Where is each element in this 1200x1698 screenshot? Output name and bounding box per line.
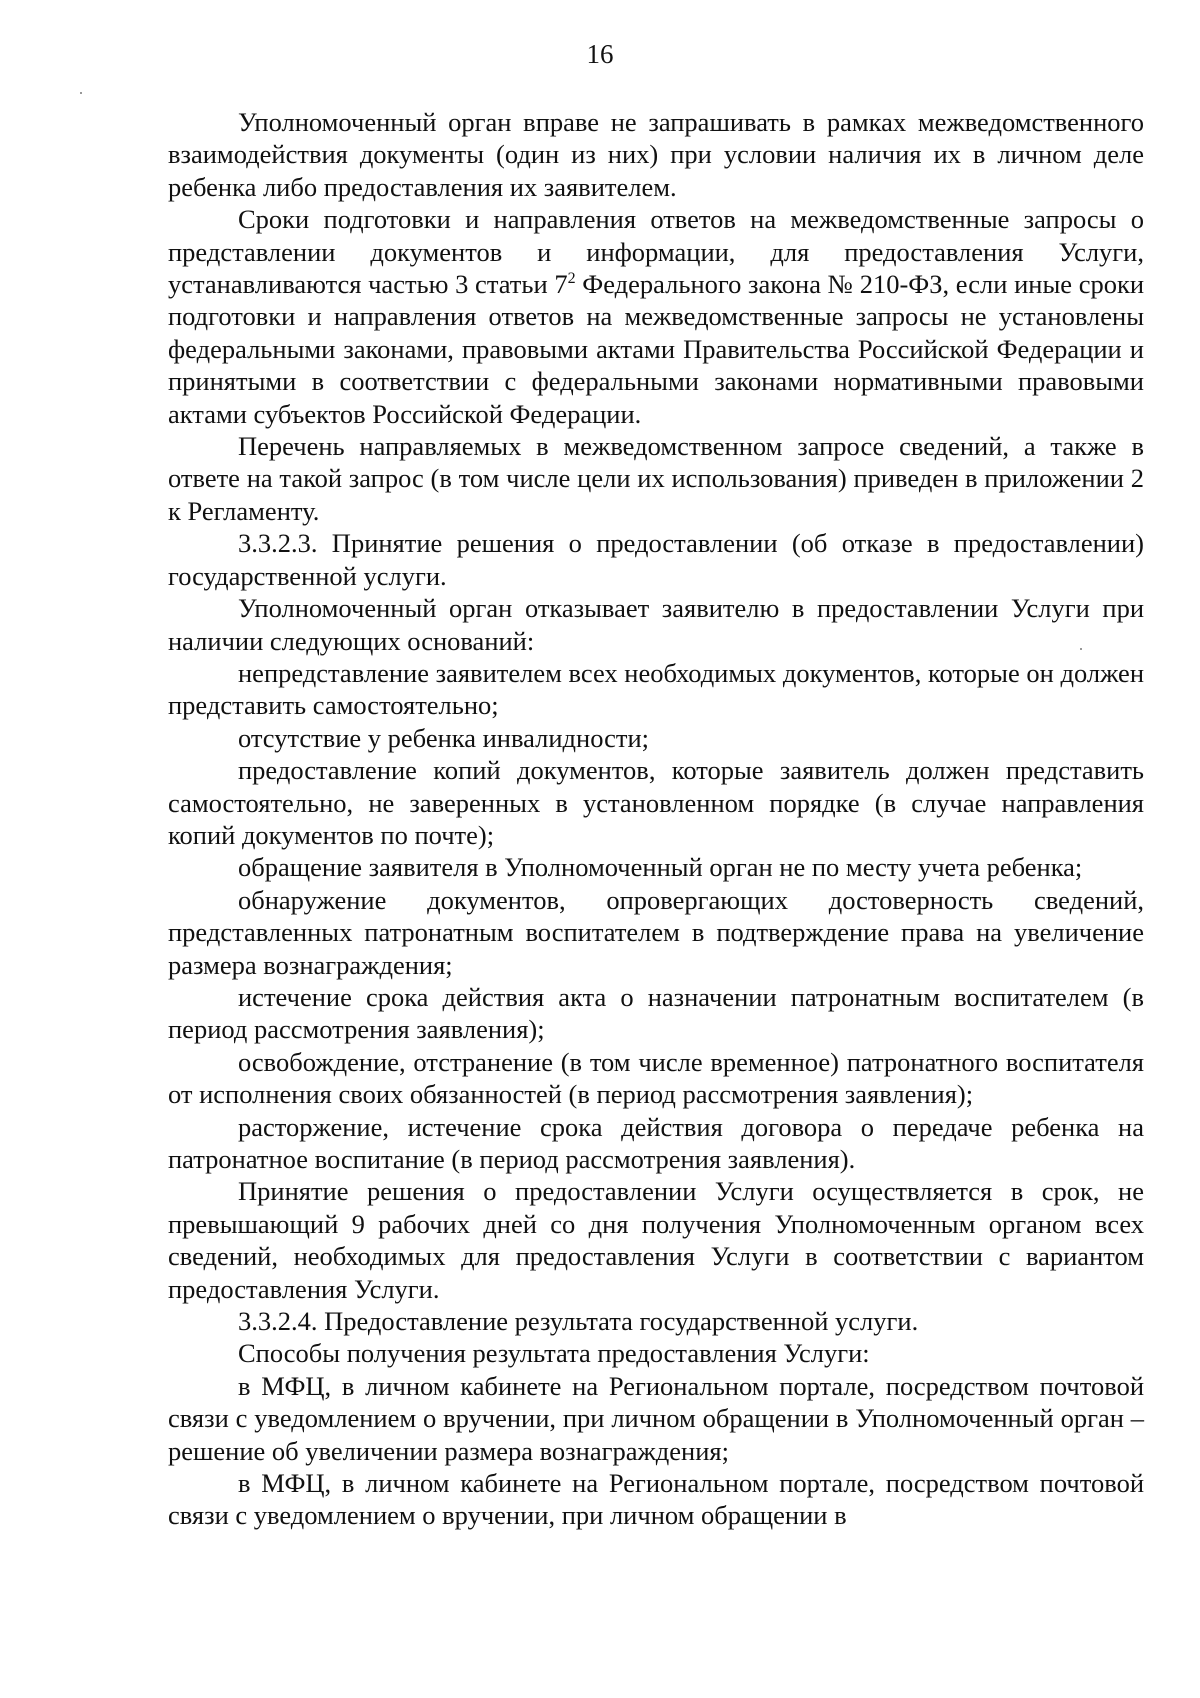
list-item	[168, 1111, 1144, 1176]
paragraph	[168, 203, 1144, 430]
paragraph-text: Сроки подготовки и направления ответов на межведомственные запросы о представлении документов и информации, для предоставления Услуги, устанавливаются частью 3 статьи 7	[168, 204, 1144, 300]
paragraph-text: освобождение, отстранение (в том числе временное) патронатного воспитателя от исполнения своих обязанностей (в период рассмотрения заявления);	[168, 1046, 1144, 1110]
paragraph-text: обращение заявителя в Уполномоченный орган не по месту учета ребенка;	[238, 852, 1083, 883]
paragraph-text: истечение срока действия акта о назначении патронатным воспитателем (в период рассмотрения заявления);	[168, 981, 1144, 1045]
paragraph	[168, 1337, 1144, 1369]
paragraph-text: Принятие решения о предоставлении Услуги осуществляется в срок, не превышающий 9 рабочих дней со дня получения Уполномоченным органом всех сведений, необходимых для предоставления Услуги в соответствии с вариантом предоставления Услуги.	[168, 1176, 1144, 1304]
paragraph-text: в МФЦ, в личном кабинете на Региональном портале, посредством почтовой связи с уведомлением о вручении, при личном обращении в Уполномоченный орган – решение об увеличении размера вознаграждения;	[168, 1370, 1144, 1466]
paragraph	[168, 1175, 1144, 1305]
paragraph-text: Уполномоченный орган вправе не запрашивать в рамках межведомственного взаимодействия документы (один из них) при условии наличия их в личном деле ребенка либо предоставления их заявителем.	[168, 107, 1144, 202]
paragraph	[168, 430, 1144, 527]
list-item	[168, 1370, 1144, 1467]
paragraph-text: Перечень направляемых в межведомственном запросе сведений, а также в ответе на такой запрос (в том числе цели их использования) приведен в приложении 2 к Регламенту.	[168, 431, 1144, 526]
list-item	[168, 1046, 1144, 1111]
list-item	[168, 657, 1144, 722]
paragraph-text: расторжение, истечение срока действия договора о передаче ребенка на патронатное воспитание (в период рассмотрения заявления).	[168, 1111, 1144, 1174]
paragraph-text: Уполномоченный орган отказывает заявителю в предоставлении Услуги при наличии следующих оснований:	[168, 593, 1144, 656]
list-item	[168, 722, 1144, 754]
document-body	[168, 106, 1144, 1532]
section-heading	[168, 1305, 1144, 1337]
paragraph-text: Федерального закона № 210-ФЗ, если иные сроки подготовки и направления ответов на межведомственные запросы не установлены федеральными законами, правовыми актами Правительства Российской Федерации и принятыми в соответствии с федеральными законами нормативными правовыми актами субъектов Российской Федерации.	[168, 269, 1145, 429]
paragraph-text: отсутствие у ребенка инвалидности;	[238, 722, 650, 753]
list-item	[168, 754, 1144, 851]
list-item	[168, 1467, 1144, 1532]
paragraph-text: обнаружение документов, опровергающих достоверность сведений, представленных патронатным воспитателем в подтверждение права на увеличение размера вознаграждения;	[168, 884, 1144, 980]
section-heading	[168, 527, 1144, 592]
paragraph-text: предоставление копий документов, которые заявитель должен представить самостоятельно, не заверенных в установленном порядке (в случае направления копий документов по почте);	[168, 755, 1144, 850]
list-item	[168, 851, 1144, 883]
paragraph	[168, 106, 1144, 203]
paragraph-text: 3.3.2.4. Предоставление результата государственной услуги.	[238, 1306, 919, 1337]
paragraph-text: в МФЦ, в личном кабинете на Региональном портале, посредством почтовой связи с уведомлением о вручении, при личном обращении в	[168, 1468, 1144, 1531]
paragraph	[168, 592, 1144, 657]
list-item	[168, 884, 1144, 981]
paragraph-text: непредставление заявителем всех необходимых документов, которые он должен представить самостоятельно;	[168, 657, 1144, 721]
paragraph-text: Способы получения результата предоставления Услуги:	[238, 1338, 870, 1369]
list-item	[168, 981, 1144, 1046]
paragraph-text: 3.3.2.3. Принятие решения о предоставлении (об отказе в предоставлении) государственной услуги.	[168, 528, 1144, 591]
page-number: 16	[586, 39, 614, 69]
scan-speck	[80, 92, 82, 94]
superscript: 2	[567, 270, 576, 288]
